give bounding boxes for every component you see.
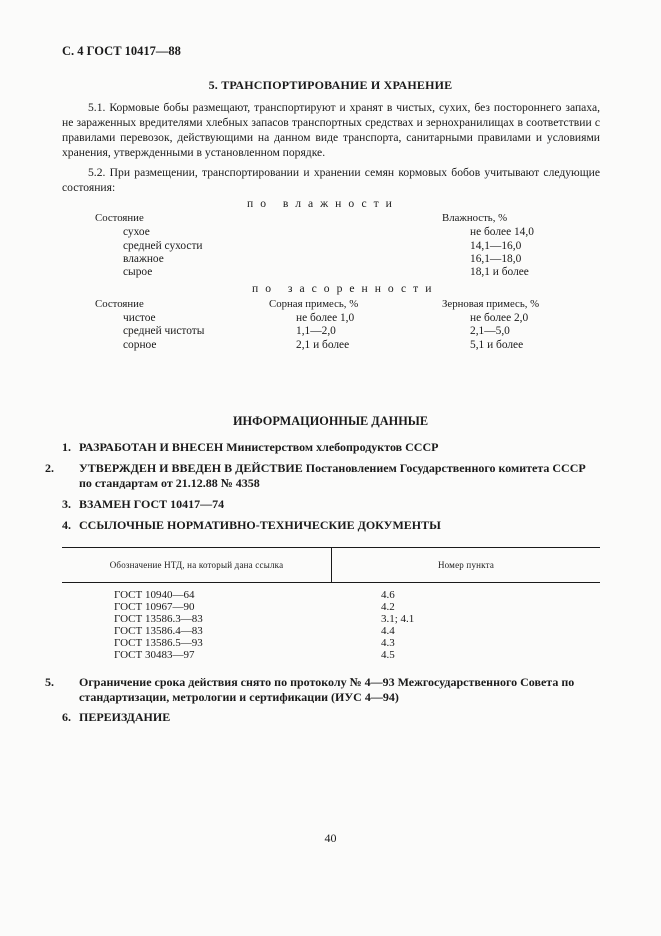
ref-table-doc: ГОСТ 10967—90 <box>114 601 195 613</box>
page-header: С. 4 ГОСТ 10417—88 <box>62 44 181 58</box>
impurity-heading: по засоренности <box>252 282 439 295</box>
paragraph-text: 5.1. Кормовые бобы размещают, транспортируют и хранят в чистых, сухих, без постороннего запаха, не зараженных вредителями хлебных запасов транспортных средствах и зернохранилищах в соответствии с правилами перевозок, действующими на данном виде транспорта, санитарными правилами и условиями хранения, утвержденными в установленном порядке. <box>62 101 600 159</box>
ref-table-header-doc: Обозначение НТД, на который дана ссылка <box>109 560 284 570</box>
info-item-number: 4. <box>62 518 71 532</box>
moisture-col-value: Влажность, % <box>442 212 508 224</box>
impurity-row-weed: не более 1,0 <box>296 312 355 324</box>
info-item-number: 5. <box>45 675 54 689</box>
moisture-row-value: 16,1—18,0 <box>470 253 522 265</box>
ref-table-item: 4.2 <box>381 601 395 613</box>
paragraph-text: 5.2. При размещении, транспортировании и хранении семян кормовых бобов учитывают следующие состояния: <box>62 166 600 194</box>
section-title: 5. ТРАНСПОРТИРОВАНИЕ И ХРАНЕНИЕ <box>208 78 453 92</box>
moisture-row-state: средней сухости <box>123 240 203 252</box>
impurity-row-state: средней чистоты <box>123 325 205 337</box>
ref-table-item: 4.5 <box>381 649 395 661</box>
impurity-row-weed: 1,1—2,0 <box>296 325 336 337</box>
moisture-row-value: не более 14,0 <box>470 226 534 238</box>
paragraph-5-2 <box>62 165 600 195</box>
ref-table-item: 4.6 <box>381 589 395 601</box>
impurity-row-grain: не более 2,0 <box>470 312 529 324</box>
info-item-text: РАЗРАБОТАН И ВНЕСЕН Министерством хлебопродуктов СССР <box>79 440 439 454</box>
moisture-row-value: 14,1—16,0 <box>470 240 522 252</box>
impurity-row-weed: 2,1 и более <box>296 339 350 351</box>
info-item-text: УТВЕРЖДЕН И ВВЕДЕН В ДЕЙСТВИЕ Постановлением Государственного комитета СССР по стандартам от 21.12.88 № 4358 <box>79 461 586 490</box>
moisture-row-state: влажное <box>123 253 164 265</box>
ref-table-doc: ГОСТ 13586.4—83 <box>114 625 203 637</box>
info-item-number: 6. <box>62 710 71 724</box>
info-item-text: ПЕРЕИЗДАНИЕ <box>79 710 171 724</box>
info-item-text: ССЫЛОЧНЫЕ НОРМАТИВНО-ТЕХНИЧЕСКИЕ ДОКУМЕНТЫ <box>79 518 441 532</box>
ref-table-doc: ГОСТ 30483—97 <box>114 649 195 661</box>
impurity-row-grain: 2,1—5,0 <box>470 325 510 337</box>
info-item-4 <box>62 518 600 533</box>
info-item-number: 1. <box>62 440 71 454</box>
ref-table-item: 3.1; 4.1 <box>381 613 415 625</box>
impurity-row-grain: 5,1 и более <box>470 339 524 351</box>
moisture-row-state: сырое <box>123 266 153 278</box>
ref-table-header-item: Номер пункта <box>437 560 495 570</box>
ref-table-item-column <box>381 589 414 661</box>
ref-table-doc: ГОСТ 13586.3—83 <box>114 613 203 625</box>
impurity-col-weed: Сорная примесь, % <box>269 298 359 310</box>
moisture-col-state: Состояние <box>95 212 144 224</box>
moisture-heading: по влажности <box>247 197 399 210</box>
ref-table-doc: ГОСТ 13586.5—93 <box>114 637 203 649</box>
ref-table-header-rule <box>62 582 600 583</box>
impurity-row-state: чистое <box>123 312 156 324</box>
ref-table-item: 4.4 <box>381 625 395 637</box>
moisture-row-value: 18,1 и более <box>470 266 529 278</box>
info-item-5 <box>45 675 600 705</box>
ref-table-item: 4.3 <box>381 637 395 649</box>
impurity-col-grain: Зерновая примесь, % <box>442 298 540 310</box>
info-item-6 <box>62 710 600 725</box>
info-item-number: 2. <box>45 461 54 475</box>
info-item-1 <box>62 440 600 455</box>
impurity-col-state: Состояние <box>95 298 144 310</box>
info-item-text: Ограничение срока действия снято по протоколу № 4—93 Межгосударственного Совета по стандартизации, метрологии и сертификации (ИУС 4—94) <box>79 675 575 704</box>
impurity-row-state: сорное <box>123 339 157 351</box>
ref-table-doc-column <box>114 589 203 661</box>
info-item-2 <box>45 461 600 491</box>
paragraph-5-1 <box>62 100 600 160</box>
info-title: ИНФОРМАЦИОННЫЕ ДАННЫЕ <box>232 414 429 428</box>
page-number: 40 <box>324 831 337 845</box>
info-item-number: 3. <box>62 497 71 511</box>
ref-table-doc: ГОСТ 10940—64 <box>114 589 195 601</box>
info-item-text: ВЗАМЕН ГОСТ 10417—74 <box>79 497 225 511</box>
info-item-3 <box>62 497 600 512</box>
moisture-row-state: сухое <box>123 226 150 238</box>
